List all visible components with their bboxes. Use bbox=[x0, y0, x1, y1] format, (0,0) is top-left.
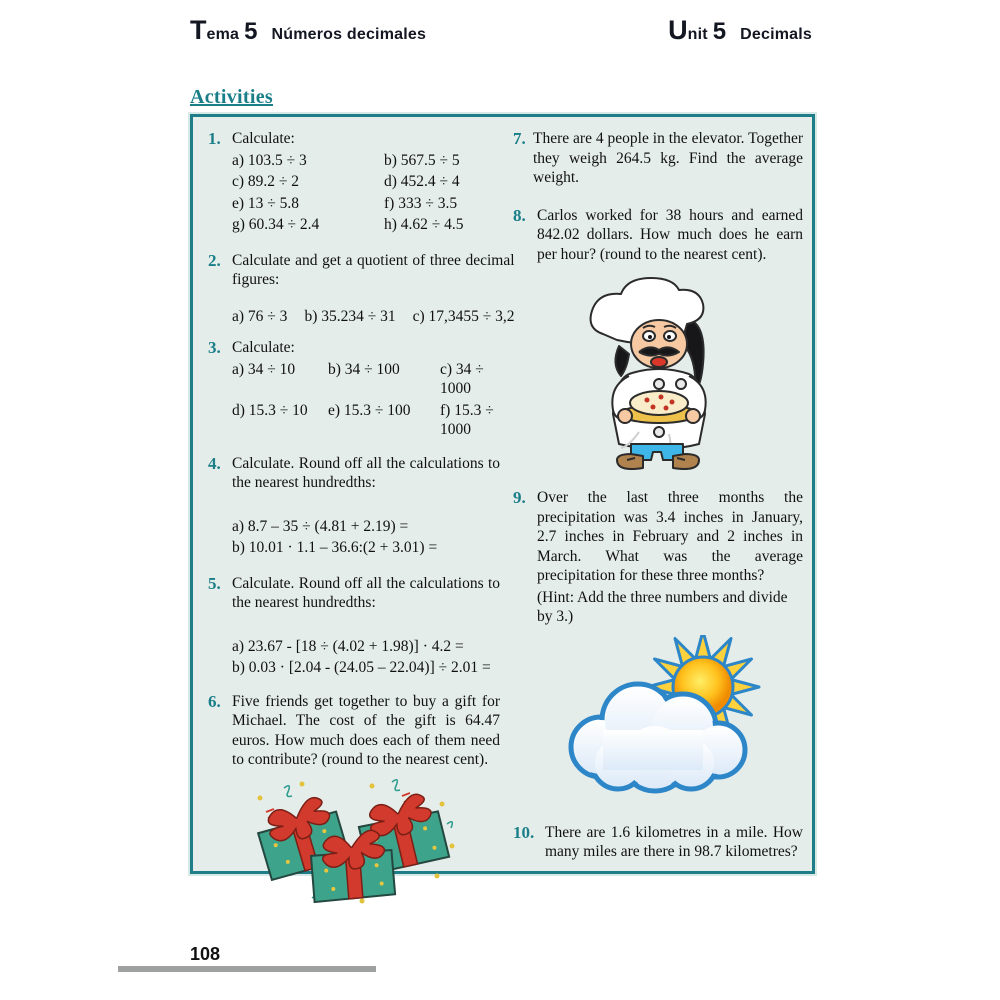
exercise-item: b) 567.5 ÷ 5 bbox=[384, 151, 460, 169]
pizza bbox=[630, 391, 688, 415]
gift-boxes-illustration bbox=[242, 776, 467, 908]
exercise-item: b) 10.01 · 1.1 – 36.6:(2 + 3.01) = bbox=[232, 539, 438, 557]
exercise-item: b) 34 ÷ 100 bbox=[328, 360, 400, 378]
exercise-3-number: 3. bbox=[208, 338, 221, 358]
exercise-5-number: 5. bbox=[208, 573, 221, 593]
exercise-8-number: 8. bbox=[513, 205, 526, 225]
exercise-7 bbox=[513, 129, 803, 188]
chef-mouth bbox=[651, 357, 667, 367]
exercise-9 bbox=[513, 488, 803, 627]
exercise-6 bbox=[208, 692, 500, 770]
exercise-item: a) 103.5 ÷ 3 bbox=[232, 151, 307, 169]
footer-bar bbox=[118, 966, 376, 972]
header-left-subtitle: Números decimales bbox=[271, 25, 427, 43]
exercise-9-text: Over the last three months the precipitation was 3.4 inches in January, 2.7 inches in February and 2 inches in March. What was the average precipitation for these three months? bbox=[537, 489, 803, 585]
exercise-4 bbox=[208, 454, 500, 558]
page-number: 108 bbox=[190, 944, 221, 964]
exercise-7-number: 7. bbox=[513, 129, 526, 148]
exercise-4-body bbox=[232, 454, 500, 558]
exercise-2-number: 2. bbox=[208, 250, 221, 270]
right-column bbox=[513, 129, 803, 862]
exercise-9-number: 9. bbox=[513, 488, 526, 508]
exercise-item: d) 452.4 ÷ 4 bbox=[384, 173, 460, 191]
header-left-number: 5 bbox=[244, 17, 258, 45]
exercise-3 bbox=[208, 338, 500, 440]
section-heading-rule bbox=[190, 86, 815, 114]
exercise-1 bbox=[208, 129, 500, 235]
exercise-4-items bbox=[232, 517, 500, 558]
exercise-item: f) 15.3 ÷ 1000 bbox=[440, 401, 494, 439]
exercise-1-body bbox=[232, 129, 500, 235]
exercise-item: c) 17,3455 ÷ 3,2 bbox=[412, 307, 515, 325]
exercise-10-number: 10. bbox=[513, 822, 535, 842]
exercise-item: a) 23.67 - [18 ÷ (4.02 + 1.98)] · 4.2 = bbox=[232, 637, 464, 655]
header-right-rest: nit bbox=[687, 25, 708, 43]
exercise-item: c) 34 ÷ 1000 bbox=[440, 360, 484, 398]
exercise-3-text: Calculate: bbox=[232, 339, 295, 357]
header-title-spanish bbox=[190, 15, 426, 46]
exercise-item: h) 4.62 ÷ 4.5 bbox=[384, 216, 464, 234]
exercise-item: e) 13 ÷ 5.8 bbox=[232, 194, 300, 212]
header-left-initial: T bbox=[190, 14, 207, 45]
exercise-5-items bbox=[232, 637, 500, 678]
exercise-7-text: There are 4 people in the elevator. Together they weigh 264.5 kg. Find the average weight. bbox=[533, 130, 803, 187]
exercise-2-items bbox=[232, 307, 515, 327]
section-title: Activities bbox=[190, 86, 273, 108]
exercise-item: b) 0.03 · [2.04 - (24.05 – 22.04)] ÷ 2.01 = bbox=[232, 659, 491, 677]
chef-hair-left bbox=[615, 346, 629, 376]
header-left-rest: ema bbox=[206, 25, 240, 43]
exercises-box bbox=[190, 114, 815, 874]
exercise-item: a) 34 ÷ 10 bbox=[232, 360, 296, 378]
exercise-item: f) 333 ÷ 3.5 bbox=[384, 194, 458, 212]
exercise-2-text: Calculate and get a quotient of three decimal figures: bbox=[232, 251, 515, 289]
exercise-item: e) 15.3 ÷ 100 bbox=[328, 401, 411, 419]
chef-shoe-right bbox=[673, 454, 699, 469]
exercise-10-text: There are 1.6 kilometres in a mile. How many miles are there in 98.7 kilometres? bbox=[545, 823, 803, 861]
chef-hand-left bbox=[618, 409, 632, 423]
exercise-5-text: Calculate. Round off all the calculations to the nearest hundredths: bbox=[232, 574, 500, 612]
chef-shoe-left bbox=[617, 454, 643, 469]
header-right-subtitle: Decimals bbox=[740, 25, 812, 43]
exercise-5 bbox=[208, 574, 500, 678]
sun-cloud-illustration bbox=[543, 635, 773, 803]
exercise-5-body bbox=[232, 574, 500, 678]
header-title-english bbox=[668, 15, 812, 46]
exercise-8-text: Carlos worked for 38 hours and earned 842.02 dollars. How much does he earn per hour? (round to the nearest cent). bbox=[537, 206, 803, 263]
exercise-item: a) 8.7 – 35 ÷ (4.81 + 2.19) = bbox=[232, 517, 409, 535]
exercise-3-body bbox=[232, 338, 500, 440]
exercise-item: d) 15.3 ÷ 10 bbox=[232, 401, 308, 419]
header-right-initial: U bbox=[668, 14, 688, 45]
exercise-1-number: 1. bbox=[208, 129, 221, 148]
chef-illustration bbox=[573, 272, 743, 474]
exercise-2-body bbox=[232, 251, 515, 327]
left-column bbox=[208, 129, 515, 908]
exercise-6-number: 6. bbox=[208, 691, 221, 711]
exercise-item: g) 60.34 ÷ 2.4 bbox=[232, 216, 320, 234]
exercise-item: c) 89.2 ÷ 2 bbox=[232, 173, 300, 191]
exercise-item: b) 35.234 ÷ 31 bbox=[304, 307, 396, 325]
exercise-2 bbox=[208, 250, 515, 327]
exercise-1-items bbox=[232, 151, 500, 235]
exercise-3-items bbox=[232, 360, 500, 440]
exercise-9-body bbox=[537, 488, 803, 627]
exercise-4-number: 4. bbox=[208, 453, 221, 473]
exercise-4-text: Calculate. Round off all the calculations to the nearest hundredths: bbox=[232, 454, 500, 492]
exercise-1-text: Calculate: bbox=[232, 130, 295, 147]
header-right-number: 5 bbox=[712, 17, 727, 45]
exercise-item: a) 76 ÷ 3 bbox=[232, 307, 288, 325]
chef-hand-right bbox=[686, 409, 700, 423]
exercise-8 bbox=[513, 206, 803, 265]
exercise-9-hint: (Hint: Add the three numbers and divide by 3.) bbox=[537, 588, 788, 626]
exercise-10 bbox=[513, 823, 803, 862]
header-band bbox=[118, 0, 882, 60]
exercise-6-text: Five friends get together to buy a gift for Michael. The cost of the gift is 64.47 euros. How much does each of them need to contribute? (round to the nearest cent). bbox=[232, 692, 500, 769]
